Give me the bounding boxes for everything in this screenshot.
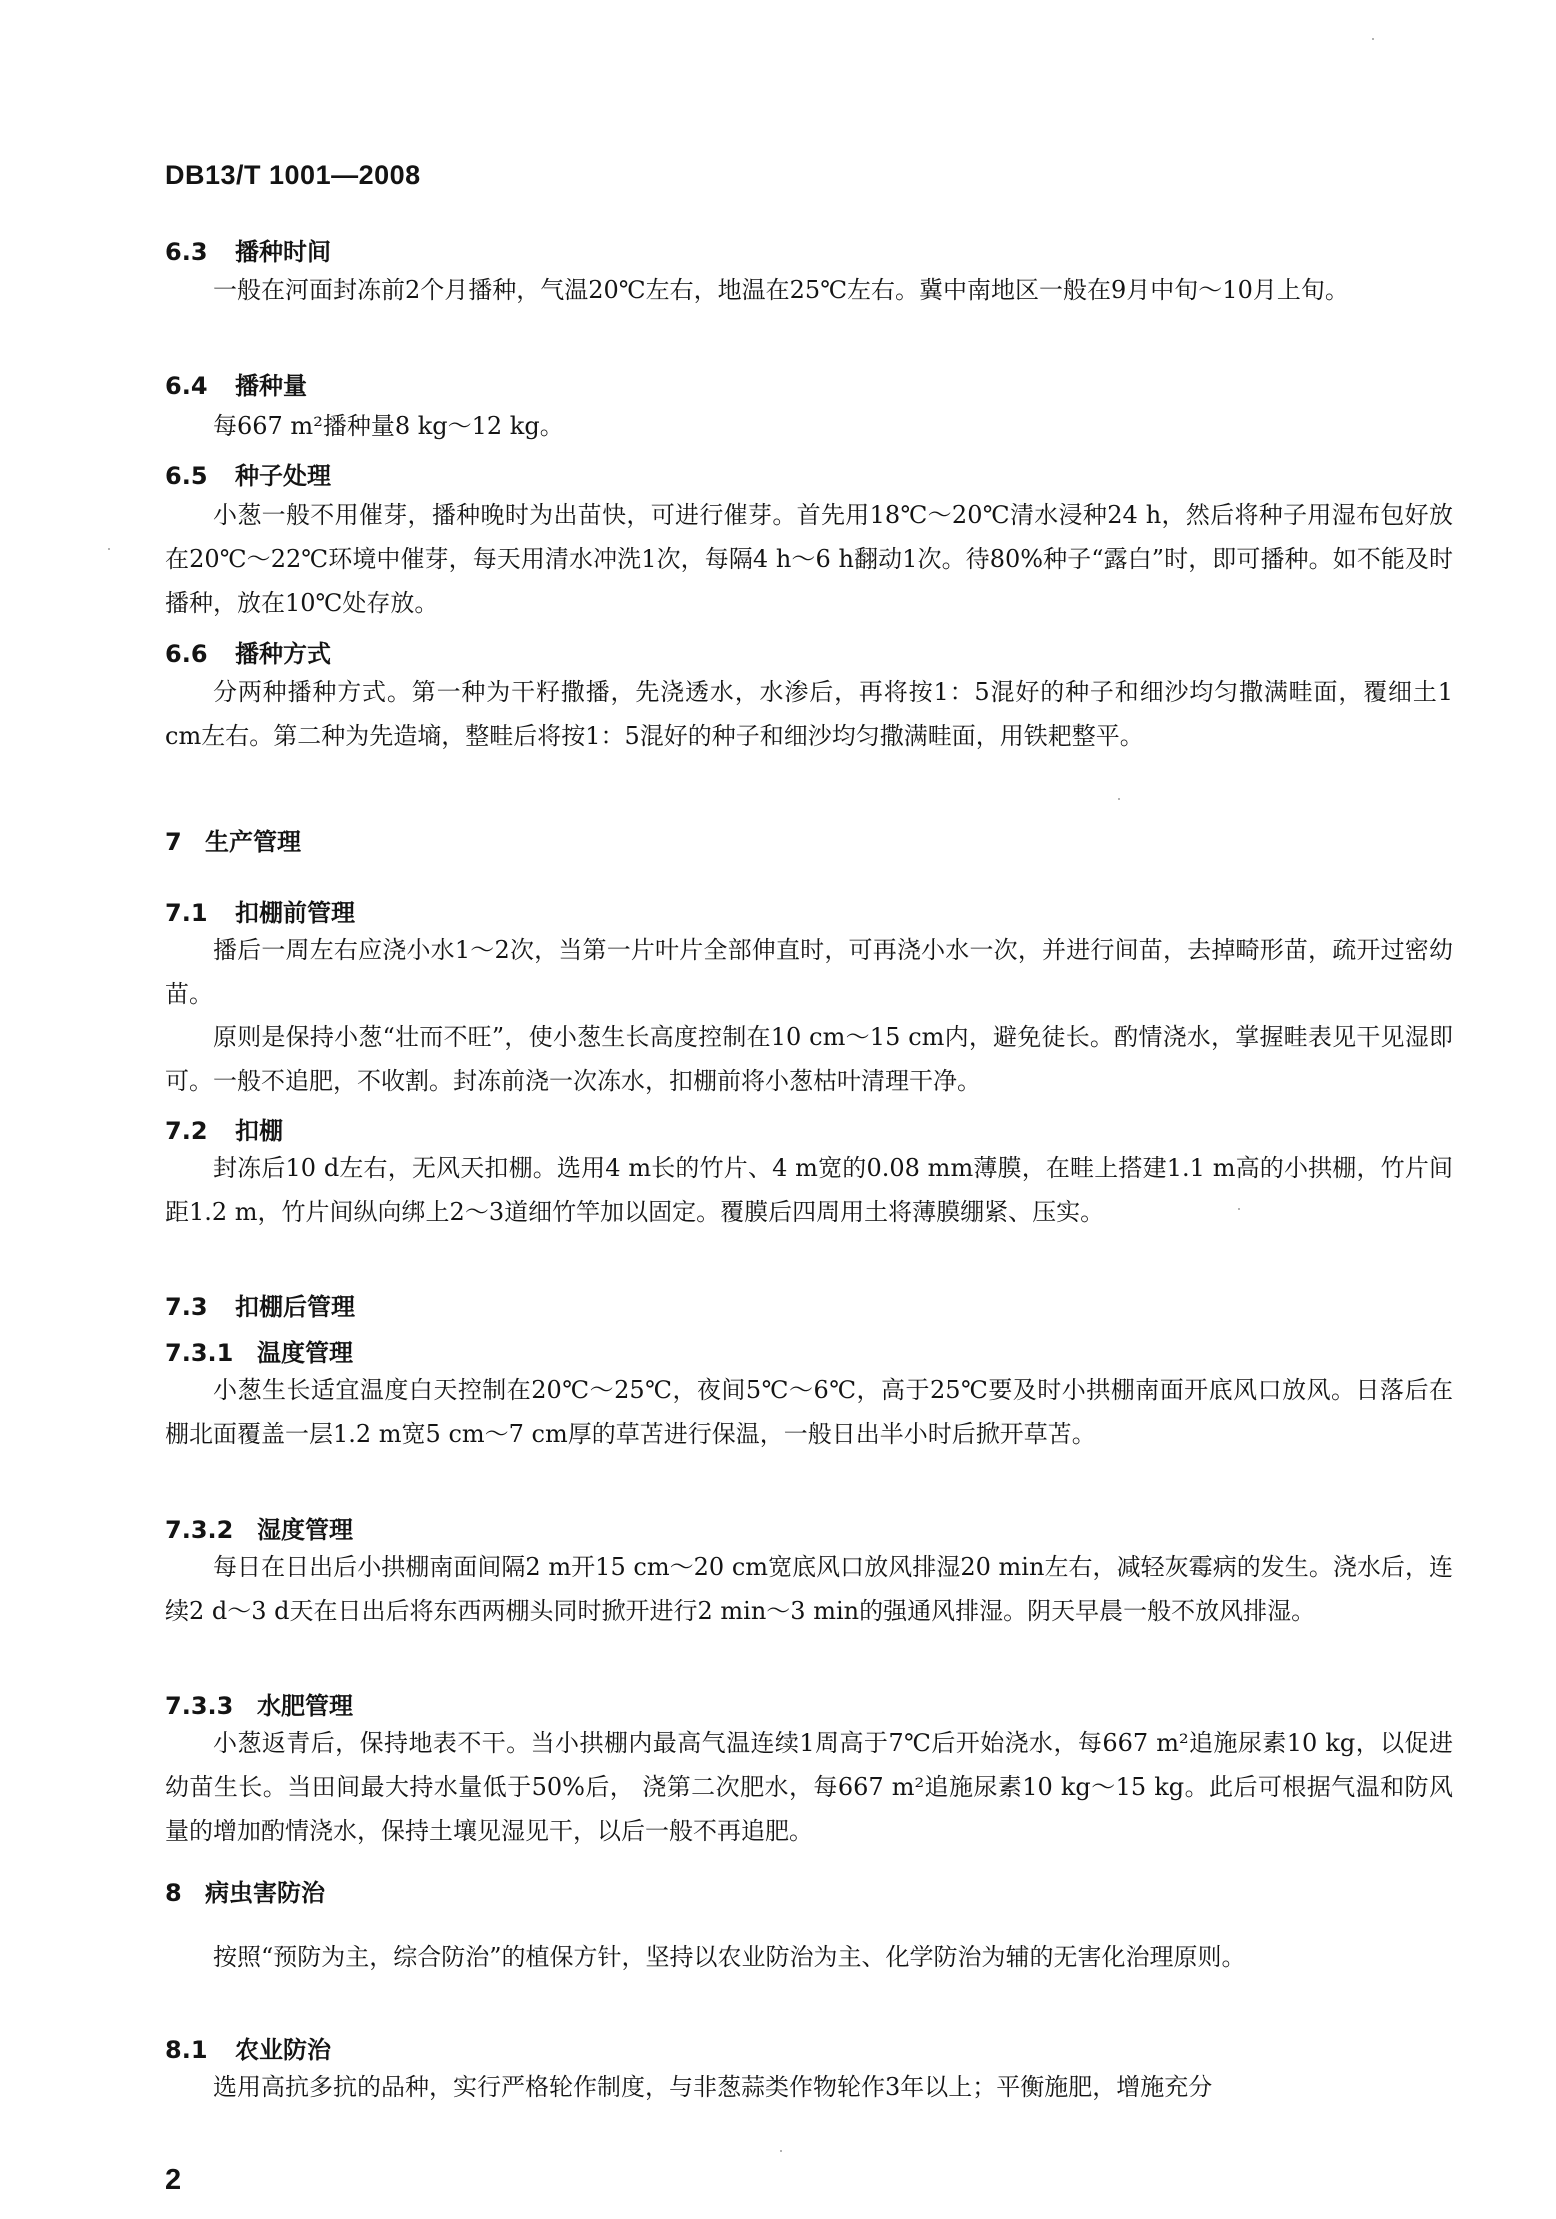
paragraph-7-3-3: 小葱返青后，保持地表不干。当小拱棚内最高气温连续1周高于7℃后开始浇水，每667 m²追施尿素10 kg，以促进幼苗生长。当田间最大持水量低于50%后， 浇第二次肥水，每667 m²追施尿素10 kg～15 kg。此后可根据气温和防风量的增加酌情浇水，保持土壤见湿见干，以后一般不再追肥。 bbox=[165, 1729, 1453, 1845]
document-code: DB13/T 1001—2008 bbox=[165, 160, 421, 190]
section-number: 8.1 bbox=[165, 2036, 208, 2064]
section-number: 7.1 bbox=[165, 899, 208, 927]
section-number: 7.3.3 bbox=[165, 1692, 234, 1720]
section-heading-7-3-3 bbox=[165, 1686, 353, 1721]
scan-speck bbox=[108, 548, 110, 550]
section-number: 7.3 bbox=[165, 1293, 208, 1321]
paragraph-6-6: 分两种播种方式。第一种为干籽撒播，先浇透水，水渗后，再将按1：5混好的种子和细沙均匀撒满畦面，覆细土1 cm左右。第二种为先造墒，整畦后将按1：5混好的种子和细沙均匀撒满畦面，用铁耙整平。 bbox=[165, 678, 1453, 750]
paragraph-7-3-1: 小葱生长适宜温度白天控制在20℃～25℃，夜间5℃～6℃，高于25℃要及时小拱棚南面开底风口放风。日落后在棚北面覆盖一层1.2 m宽5 cm～7 cm厚的草苫进行保温，一般日出半小时后掀开草苫。 bbox=[165, 1376, 1453, 1448]
section-heading-7-2 bbox=[165, 1111, 283, 1146]
section-number: 6.6 bbox=[165, 640, 208, 668]
scan-speck bbox=[1372, 38, 1374, 40]
section-heading-8-1 bbox=[165, 2030, 331, 2065]
section-number: 8 bbox=[165, 1879, 182, 1907]
section-heading-7 bbox=[165, 822, 301, 857]
section-number: 6.5 bbox=[165, 462, 208, 490]
section-heading-6-6 bbox=[165, 634, 331, 669]
section-heading-6-5 bbox=[165, 456, 331, 491]
section-heading-7-3-1 bbox=[165, 1333, 353, 1368]
section-number: 6.3 bbox=[165, 238, 208, 266]
section-heading-6-4 bbox=[165, 366, 307, 401]
paragraph-6-3: 一般在河面封冻前2个月播种，气温20℃左右，地温在25℃左右。冀中南地区一般在9月中旬～10月上旬。 bbox=[213, 276, 1349, 304]
section-title: 种子处理 bbox=[235, 462, 331, 490]
section-title: 湿度管理 bbox=[257, 1516, 353, 1544]
paragraph-7-1-b: 原则是保持小葱“壮而不旺”，使小葱生长高度控制在10 cm～15 cm内，避免徒长。酌情浇水，掌握畦表见干见湿即可。一般不追肥，不收割。封冻前浇一次冻水，扣棚前将小葱枯叶清理干净。 bbox=[165, 1023, 1453, 1095]
section-title: 扣棚 bbox=[235, 1117, 283, 1145]
section-title: 扣棚后管理 bbox=[235, 1293, 355, 1321]
scan-speck bbox=[1118, 798, 1120, 800]
section-number: 7.2 bbox=[165, 1117, 208, 1145]
scan-speck bbox=[1238, 1208, 1240, 1210]
section-title: 水肥管理 bbox=[257, 1692, 353, 1720]
section-title: 病虫害防治 bbox=[205, 1879, 325, 1907]
section-title: 播种时间 bbox=[235, 238, 331, 266]
section-heading-7-1 bbox=[165, 893, 355, 928]
section-number: 7.3.1 bbox=[165, 1339, 234, 1367]
scan-speck bbox=[780, 2150, 782, 2152]
paragraph-8: 按照“预防为主，综合防治”的植保方针，坚持以农业防治为主、化学防治为辅的无害化治理原则。 bbox=[213, 1943, 1246, 1971]
section-number: 7 bbox=[165, 828, 182, 856]
paragraph-7-1-a: 播后一周左右应浇小水1～2次，当第一片叶片全部伸直时，可再浇小水一次，并进行间苗，去掉畸形苗，疏开过密幼苗。 bbox=[165, 936, 1453, 1008]
paragraph-8-1: 选用高抗多抗的品种，实行严格轮作制度，与非葱蒜类作物轮作3年以上；平衡施肥，增施充分 bbox=[213, 2073, 1213, 2101]
page-number: 2 bbox=[165, 2164, 182, 2196]
section-title: 温度管理 bbox=[257, 1339, 353, 1367]
section-heading-8 bbox=[165, 1873, 325, 1908]
section-heading-7-3-2 bbox=[165, 1510, 353, 1545]
section-title: 扣棚前管理 bbox=[235, 899, 355, 927]
section-heading-7-3 bbox=[165, 1287, 355, 1322]
paragraph-7-3-2: 每日在日出后小拱棚南面间隔2 m开15 cm～20 cm宽底风口放风排湿20 min左右，减轻灰霉病的发生。浇水后，连续2 d～3 d天在日出后将东西两棚头同时掀开进行2 min～3 min的强通风排湿。阴天早晨一般不放风排湿。 bbox=[165, 1553, 1453, 1625]
paragraph-6-4: 每667 m²播种量8 kg～12 kg。 bbox=[213, 412, 564, 440]
section-heading-6-3 bbox=[165, 232, 331, 267]
paragraph-6-5: 小葱一般不用催芽，播种晚时为出苗快，可进行催芽。首先用18℃～20℃清水浸种24 h，然后将种子用湿布包好放在20℃～22℃环境中催芽，每天用清水冲洗1次，每隔4 h～6 h翻动1次。待80%种子“露白”时，即可播种。如不能及时播种，放在10℃处存放。 bbox=[165, 501, 1453, 617]
section-number: 6.4 bbox=[165, 372, 208, 400]
paragraph-7-2: 封冻后10 d左右，无风天扣棚。选用4 m长的竹片、4 m宽的0.08 mm薄膜，在畦上搭建1.1 m高的小拱棚，竹片间距1.2 m，竹片间纵向绑上2～3道细竹竿加以固定。覆膜后四周用土将薄膜绷紧、压实。 bbox=[165, 1154, 1453, 1226]
section-number: 7.3.2 bbox=[165, 1516, 234, 1544]
section-title: 农业防治 bbox=[235, 2036, 331, 2064]
section-title: 播种方式 bbox=[235, 640, 331, 668]
section-title: 播种量 bbox=[235, 372, 307, 400]
section-title: 生产管理 bbox=[205, 828, 301, 856]
